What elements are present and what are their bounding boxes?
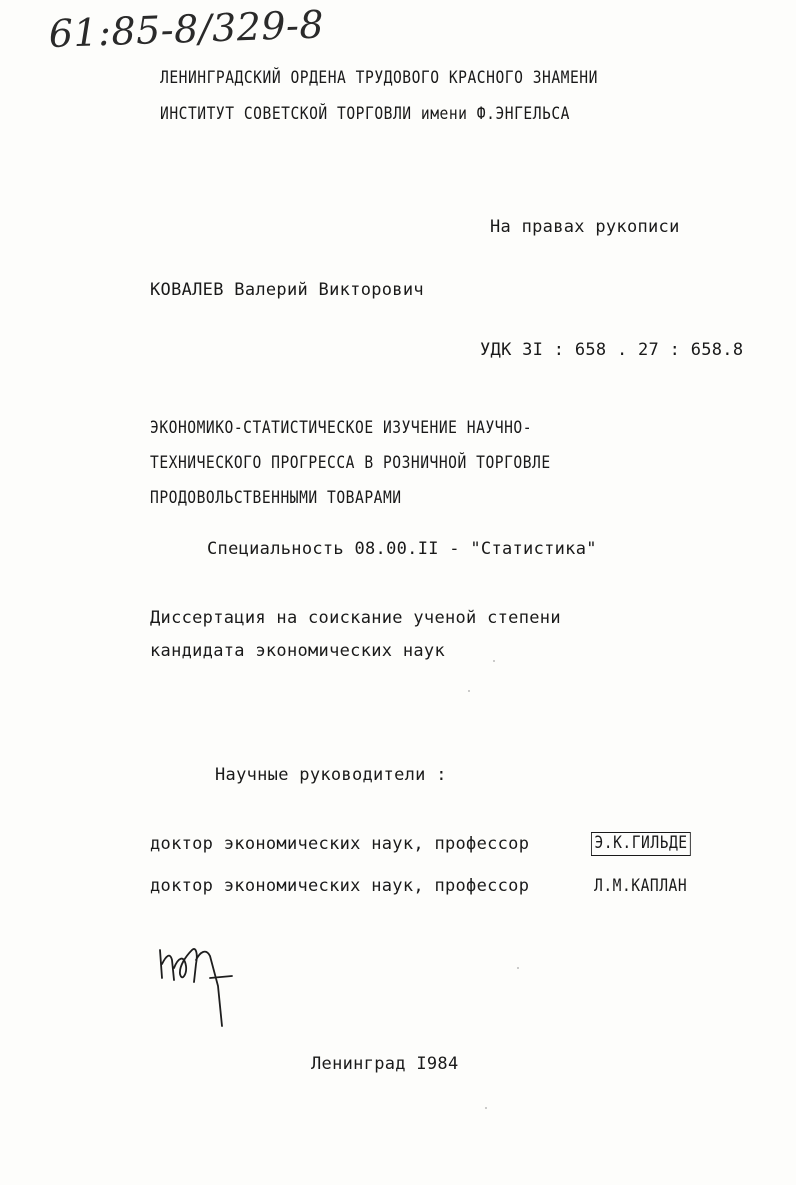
supervisor-2-name: Л.М.КАПЛАН xyxy=(594,876,688,896)
udc-code: УДК 3I : 658 . 27 : 658.8 xyxy=(480,340,744,360)
supervisor-1-title: доктор экономических наук, профессор xyxy=(150,834,530,854)
supervisor-1-name: Э.К.ГИЛЬДЕ xyxy=(591,832,691,856)
specialty: Специальность 08.00.II - "Статистика" xyxy=(207,539,597,559)
institute-line-2: ИНСТИТУТ СОВЕТСКОЙ ТОРГОВЛИ имени Ф.ЭНГЕЛЬСА xyxy=(160,104,570,124)
dissertation-line-1: Диссертация на соискание ученой степени xyxy=(150,608,561,628)
supervisors-heading: Научные руководители : xyxy=(215,765,447,785)
title-line-3: ПРОДОВОЛЬСТВЕННЫМИ ТОВАРАМИ xyxy=(150,488,402,508)
paper-speck xyxy=(517,967,519,969)
manuscript-note: На правах рукописи xyxy=(490,217,680,237)
place-year: Ленинград I984 xyxy=(311,1054,459,1074)
dissertation-line-2: кандидата экономических наук xyxy=(150,641,445,661)
signature-mark xyxy=(152,938,242,1028)
supervisor-2-title: доктор экономических наук, профессор xyxy=(150,876,530,896)
institute-line-1: ЛЕНИНГРАДСКИЙ ОРДЕНА ТРУДОВОГО КРАСНОГО ЗНАМЕНИ xyxy=(160,68,598,88)
title-line-2: ТЕХНИЧЕСКОГО ПРОГРЕССА В РОЗНИЧНОЙ ТОРГОВЛЕ xyxy=(150,453,551,473)
archive-number: 61:85-8/329-8 xyxy=(48,2,325,56)
paper-speck xyxy=(493,660,495,662)
paper-speck xyxy=(468,690,470,692)
title-line-1: ЭКОНОМИКО-СТАТИСТИЧЕСКОЕ ИЗУЧЕНИЕ НАУЧНО- xyxy=(150,418,533,438)
paper-speck xyxy=(485,1107,487,1109)
author-name: КОВАЛЕВ Валерий Викторович xyxy=(150,280,424,300)
